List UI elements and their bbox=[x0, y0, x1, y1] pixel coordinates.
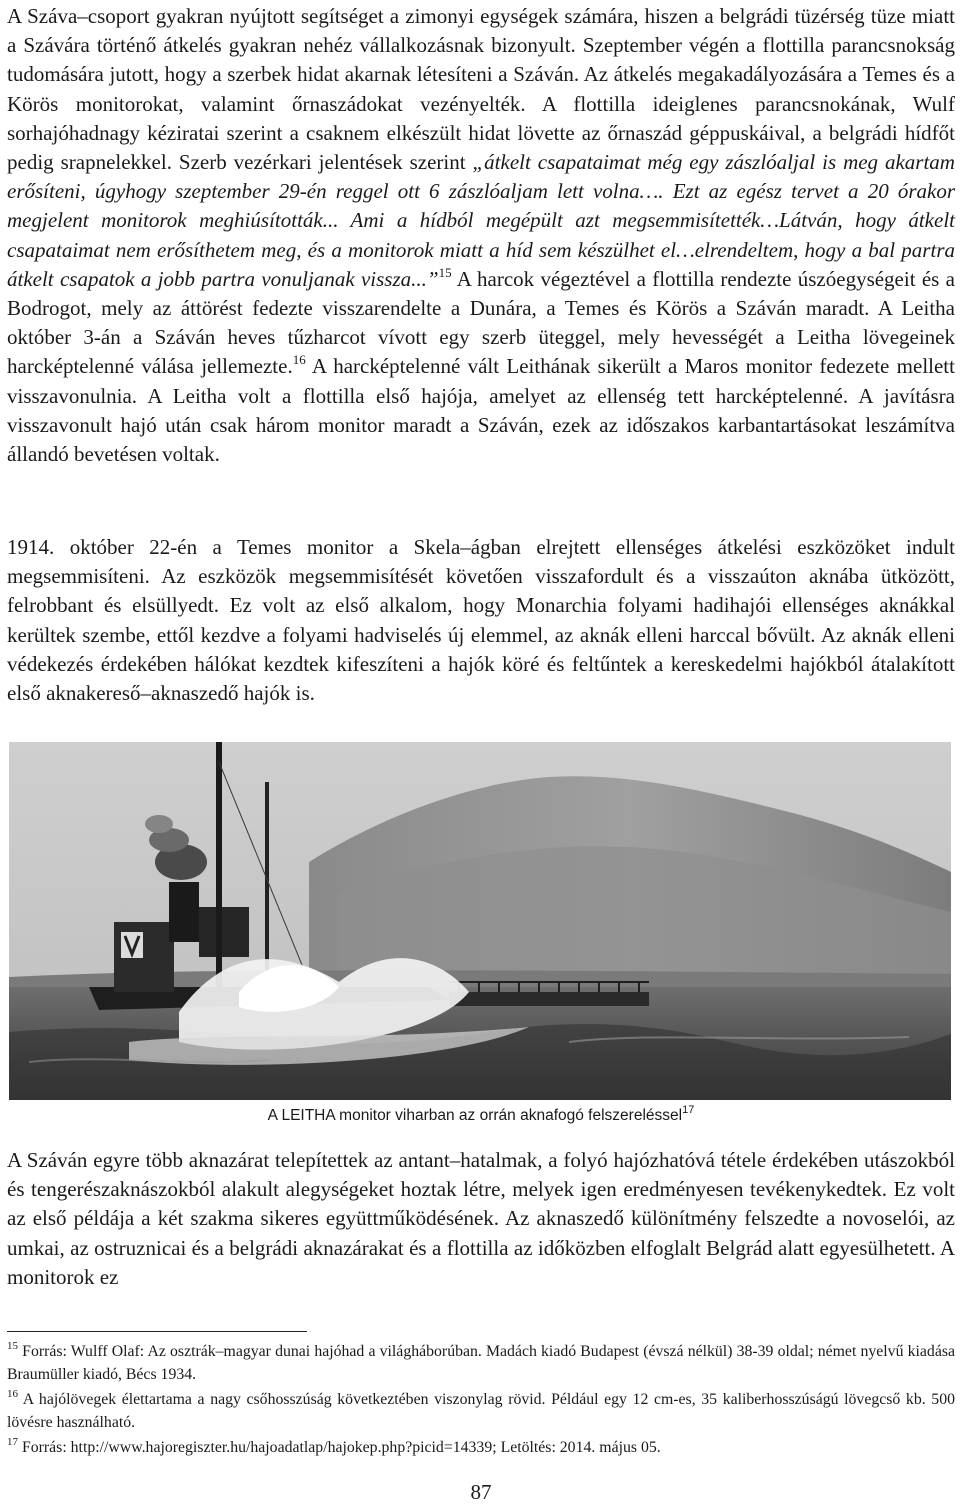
footnotes bbox=[7, 1340, 955, 1461]
footnote-ref-16[interactable]: 16 bbox=[292, 352, 306, 368]
footnote-text: Forrás: Wulff Olaf: Az osztrák–magyar dunai hajóhad a világháborúban. Madách kiadó Budapest (évszá nélkül) 38-39 oldal; német nyelvű kiadása Braumüller kiadó, Bécs 1934. bbox=[7, 1343, 955, 1383]
paragraph-1-text-c: A harcképtelenné vált Leithának sikerült a Maros monitor fedezete mellett visszavonulnia. A Leitha volt a flottilla első hajója, amelyet az ellenség tett harcképtelenné. A javításra visszavonult hajó után csak három monitor maradt a Száván, ezek az időszakos karbantartásokat leszámítva állandó bevetésen voltak. bbox=[7, 354, 955, 467]
leitha-monitor-photo bbox=[9, 742, 951, 1100]
footnote-text: Forrás: http://www.hajoregiszter.hu/hajoadatlap/hajokep.php?picid=14339; Letöltés: 2014. május 05. bbox=[21, 1439, 661, 1456]
footnote-number: 15 bbox=[7, 1340, 18, 1352]
paragraph-1-text-a: A Száva–csoport gyakran nyújtott segítséget a zimonyi egységek számára, hiszen a belgrádi tüzérség tüze miatt a Szávára történő átkelés gyakran nehéz vállalkozásnak bizonyult. Szeptember végén a flottilla parancsnokság tudomására jutott, hogy a szerbek hidat akarnak létesíteni a Száván. Az átkelés megakadályozására a Temes és a Körös monitorokat, valamint őrnaszádokat vezényelték. A flottilla ideiglenes parancsnokának, Wulf sorhajóhadnagy kéziratai szerint a csaknem elkészült hidat lövette az őrnaszád géppuskáival, a belgrádi hídfőt pedig srapnelekkel. Szerb vezérkari jelentések szerint bbox=[7, 4, 955, 175]
footnote-number: 17 bbox=[7, 1436, 18, 1448]
footnote-text: A hajólövegek élettartama a nagy csőhosszúság következtében viszonylag rövid. Például egy 12 cm-es, 35 kaliberhosszúságú lövegcső kb. 500 lövésre használható. bbox=[7, 1391, 955, 1431]
footnote-16 bbox=[7, 1388, 955, 1434]
page-number: 87 bbox=[470, 1480, 492, 1504]
paragraph-1-text-b: A harcok végeztével a flottilla rendezte úszóegységeit és a Bodrogot, mely az áttörést fedezte visszarendelte a Dunára, a Temes és Körös a Száván maradt. A Leitha október 3-án a Száván heves tűzharcot vívott egy szerb üteggel, mely hevességét a Leitha lövegeinek harcképtelenné válása jellemezte. bbox=[7, 266, 955, 379]
paragraph-2: 1914. október 22-én a Temes monitor a Skela–ágban elrejtett ellenséges átkelési eszközöket indult megsemmisíteni. Az eszközök megsemmisítését követően visszafordult és a visszaúton aknába ütközött, felrobbant és elsüllyedt. Ez volt az első alkalom, hogy Monarchia folyami hadihajói ellenséges aknákkal kerültek szembe, ettől kezdve a folyami hadviselés új elemmel, az aknák elleni harccal bővült. Az aknák elleni védekezés érdekében hálókat kezdtek kifeszíteni a hajók köré és feltűntek a kereskedelmi hajókból átalakított első aknakereső–aknaszedő hajók is. bbox=[7, 535, 955, 706]
quoted-report: „átkelt csapataimat még egy zászlóaljal is meg akartam erősíteni, úgyhogy szeptember 29-én reggel ott 6 zászlóaljam lett volna…. Ezt az egész tervet a 20 órakor megjelent monitorok meghiúsították... Ami a hídból megépült azt megsemmisítették…Látván, hogy átkelt csapataimat nem erősíthetem meg, és a monitorok miatt a híd sem készülhet el…elrendeltem, hogy a bal partra átkelt csapatok a jobb partra vonuljanak vissza...” bbox=[7, 150, 955, 291]
paragraph-3: A Száván egyre több aknazárat telepítettek az antant–hatalmak, a folyó hajózhatóvá tétele érdekében utászokból és tengerészaknászokból alakult alegységeket hoztak létre, melyek igen eredményesen tevékenykedtek. Ez volt az első példája a két szakma sikeres együttműködésének. Az aknaszedő különítmény felszedte a novoselói, az umkai, az ostruznicai és a belgrádi aknazárakat és a flottilla az időközben elfoglalt Belgrád alatt egyesülhetett. A monitorok ez bbox=[7, 1148, 955, 1289]
paragraph-1 bbox=[7, 2, 955, 469]
footnote-17 bbox=[7, 1436, 955, 1459]
footnote-15 bbox=[7, 1340, 955, 1386]
figure-caption bbox=[7, 1105, 955, 1127]
footnote-ref-15[interactable]: 15 bbox=[438, 264, 452, 280]
footnote-number: 16 bbox=[7, 1388, 18, 1400]
footnote-ref-17[interactable]: 17 bbox=[682, 1104, 695, 1116]
footnote-divider bbox=[7, 1331, 307, 1332]
figure-caption-text: A LEITHA monitor viharban az orrán aknafogó felszereléssel bbox=[267, 1107, 683, 1124]
